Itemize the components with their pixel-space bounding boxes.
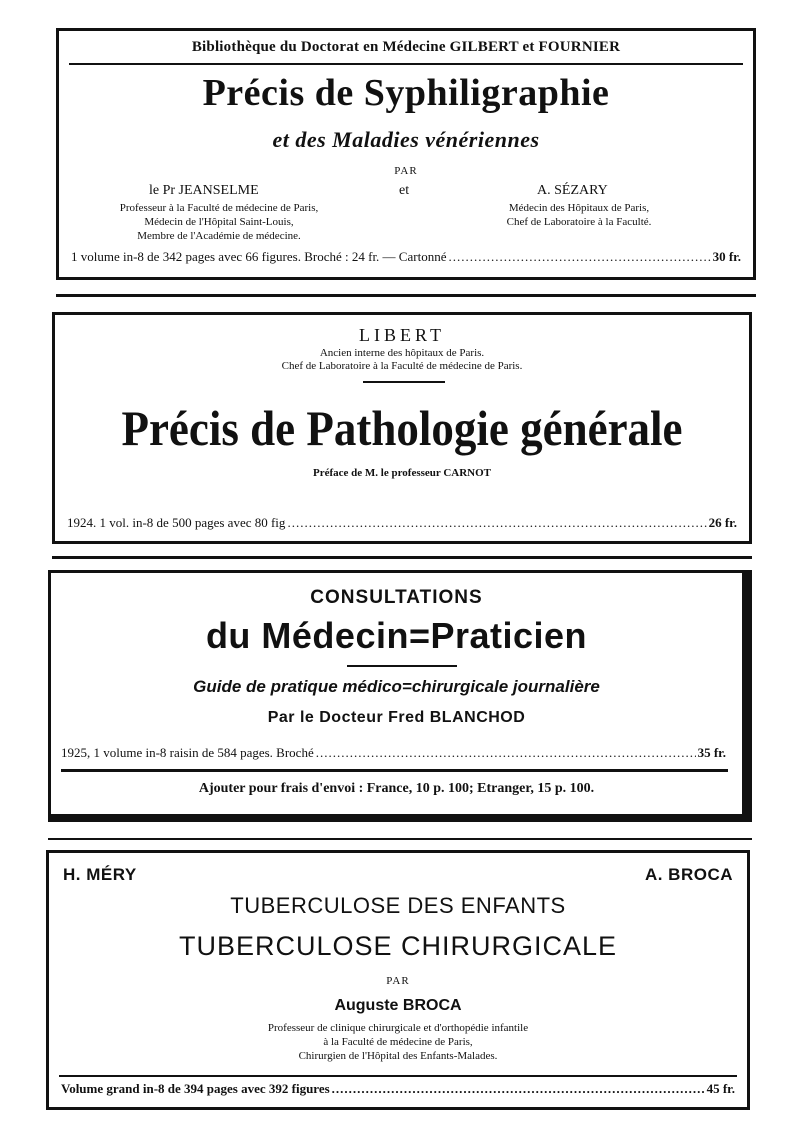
book-title: du Médecin=Praticien (205, 615, 588, 656)
ornament-rule (363, 381, 445, 383)
separator (56, 294, 756, 297)
series-header: Bibliothèque du Doctorat en Médecine GILBERT et FOURNIER (191, 39, 621, 55)
author-credentials (49, 1021, 747, 1063)
price-description: 1924. 1 vol. in-8 de 500 pages avec 80 fig (67, 515, 286, 530)
credential-line: Chef de Laboratoire à la Faculté. (506, 216, 652, 228)
ad-pathologie-generale (52, 312, 752, 544)
par-label: PAR (394, 165, 418, 177)
author-credentials (99, 201, 339, 243)
author-credentials (55, 347, 749, 373)
book-title: Précis de Pathologie générale (121, 400, 683, 456)
preface-line: Préface de M. le professeur CARNOT (313, 467, 491, 479)
book-title: Précis de Syphiligraphie (202, 72, 610, 114)
credential-line: Professeur à la Faculté de médecine de Paris, (119, 202, 319, 214)
price-rule (61, 769, 728, 772)
separator (48, 838, 752, 840)
price-description: Volume grand in-8 de 394 pages avec 392 figures (61, 1081, 330, 1096)
book-title: TUBERCULOSE DES ENFANTS (230, 893, 566, 918)
leader-dots (316, 745, 696, 761)
credential-line: Médecin des Hôpitaux de Paris, (508, 202, 650, 214)
price: 45 fr. (706, 1081, 735, 1096)
author-credentials (469, 201, 689, 229)
credential-line: Chirurgien de l'Hôpital des Enfants-Malades. (298, 1050, 498, 1062)
price-description: 1925, 1 volume in-8 raisin de 584 pages. Broché (61, 745, 314, 760)
ornament-rule (347, 665, 457, 667)
author-name: A. BROCA (644, 865, 733, 884)
credential-line: Chef de Laboratoire à la Faculté de médecine de Paris. (281, 360, 523, 372)
credential-line: Membre de l'Académie de médecine. (137, 230, 301, 242)
author-name: H. MÉRY (63, 865, 137, 884)
header-rule (69, 63, 743, 65)
conjunction: et (399, 183, 410, 198)
par-label: PAR (386, 975, 410, 987)
price: 26 fr. (708, 515, 737, 530)
book-subtitle: et des Maladies vénériennes (272, 127, 540, 152)
price-line (71, 249, 741, 265)
price-line (67, 515, 737, 531)
author-name: Auguste BROCA (334, 997, 462, 1014)
leader-dots (448, 249, 710, 265)
leader-dots (332, 1081, 705, 1097)
ad-medecin-praticien (48, 570, 752, 822)
price-line (61, 1081, 735, 1097)
price: 35 fr. (697, 745, 726, 760)
author-name: le Pr JEANSELME (149, 183, 259, 198)
book-title: TUBERCULOSE CHIRURGICALE (178, 931, 618, 961)
book-subtitle: Guide de pratique médico=chirurgicale journalière (193, 677, 600, 696)
credential-line: à la Faculté de médecine de Paris, (323, 1036, 473, 1048)
ad-syphiligraphie (56, 28, 756, 280)
separator (52, 556, 752, 559)
credential-line: Ancien interne des hôpitaux de Paris. (319, 347, 485, 359)
author-line: Par le Docteur Fred BLANCHOD (267, 709, 526, 726)
author-name: LIBERT (359, 325, 445, 345)
shipping-note: Ajouter pour frais d'envoi : France, 10 p. 100; Etranger, 15 p. 100. (198, 781, 595, 796)
series-kicker: CONSULTATIONS (310, 587, 483, 608)
ad-tuberculose (46, 850, 750, 1110)
leader-dots (287, 515, 706, 531)
price-rule (59, 1075, 737, 1077)
price: 30 fr. (712, 249, 741, 264)
price-description: 1 volume in-8 de 342 pages avec 66 figures. Broché : 24 fr. — Cartonné (71, 249, 447, 264)
credential-line: Médecin de l'Hôpital Saint-Louis, (144, 216, 294, 228)
author-name: A. SÉZARY (537, 183, 608, 198)
credential-line: Professeur de clinique chirurgicale et d'orthopédie infantile (267, 1022, 529, 1034)
price-line (61, 745, 726, 761)
